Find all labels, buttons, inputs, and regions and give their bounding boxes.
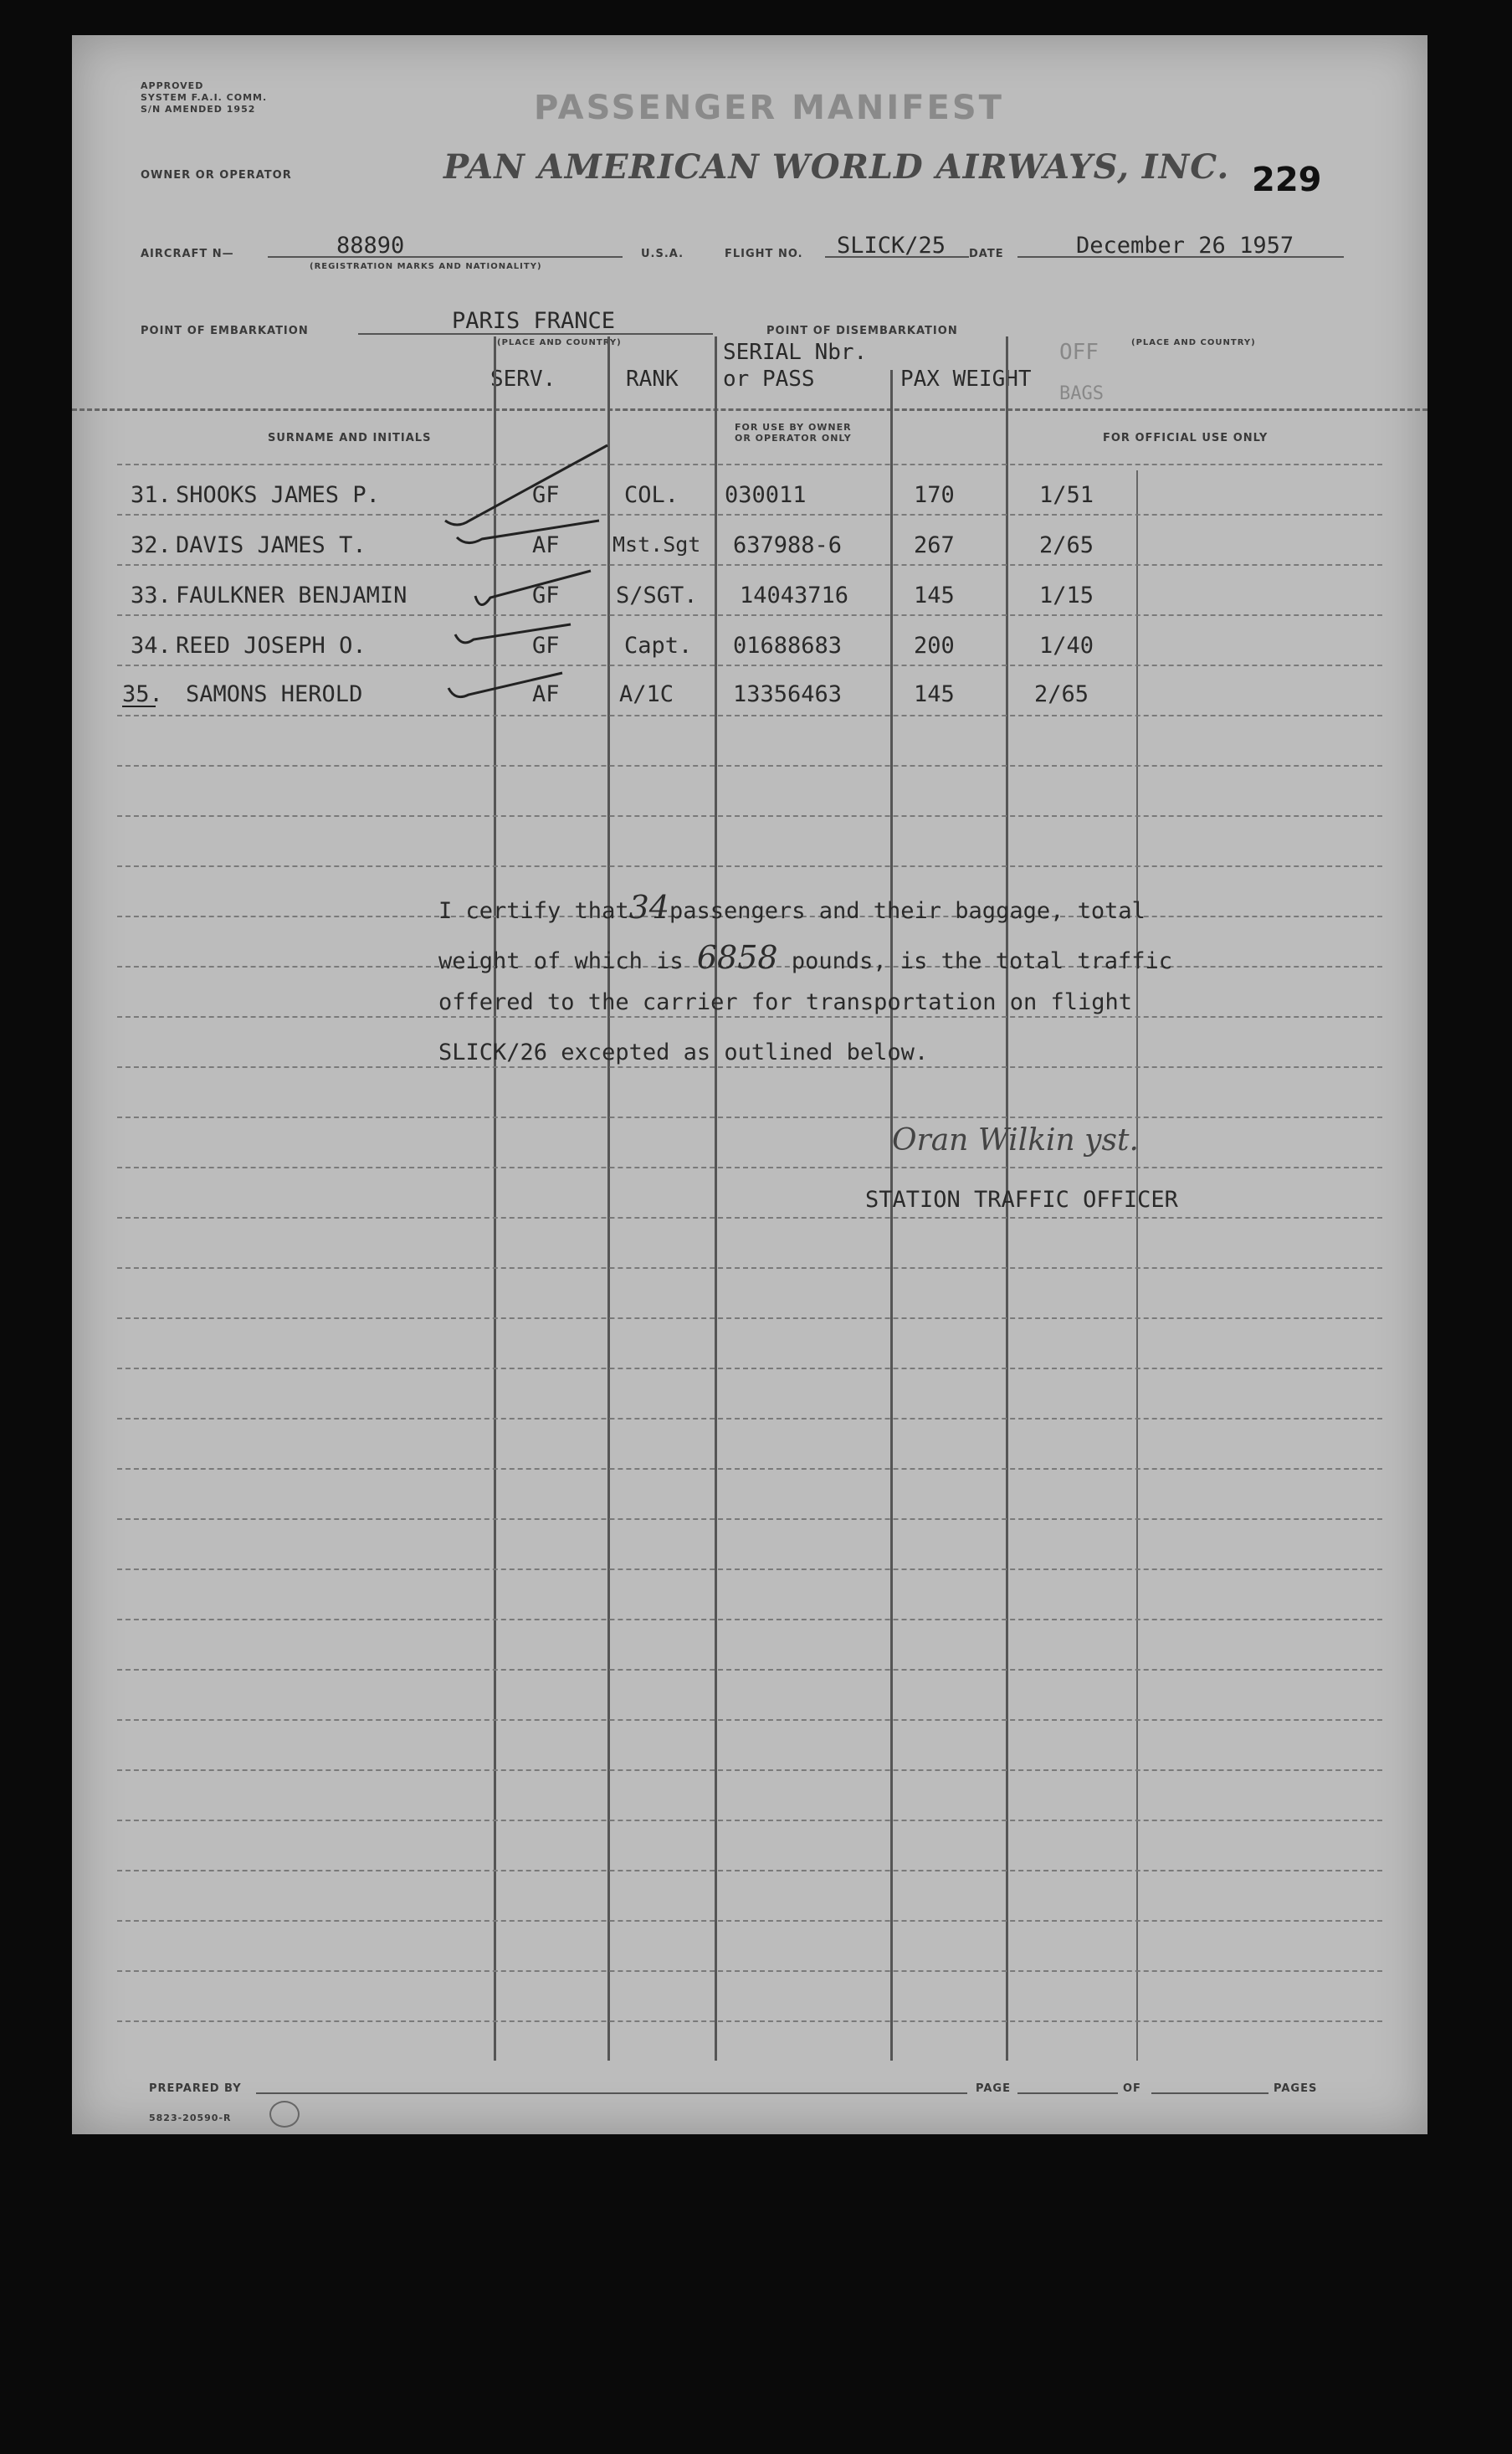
cert-text: I certify that xyxy=(438,898,629,924)
manifest-sheet xyxy=(72,35,1427,2134)
embarkation-value: PARIS FRANCE xyxy=(452,308,616,334)
embarkation-label: POINT OF EMBARKATION xyxy=(141,325,309,337)
pax-weight: 145 xyxy=(914,583,955,608)
place-country-note: (PLACE AND COUNTRY) xyxy=(497,338,622,347)
check-mark xyxy=(457,521,599,543)
col-bags-header: BAGS xyxy=(1059,383,1104,404)
col-pass-header: or PASS xyxy=(723,367,815,392)
approval-line: APPROVED xyxy=(141,80,204,91)
bags: 1/15 xyxy=(1039,583,1094,608)
service: GF xyxy=(532,633,560,659)
check-mark xyxy=(448,673,562,697)
surname-label: SURNAME AND INITIALS xyxy=(268,432,432,444)
flight-label: FLIGHT NO. xyxy=(725,248,803,260)
cert-text: pounds, is the total traffic xyxy=(791,948,1173,974)
date-value: December 26 1957 xyxy=(1076,233,1294,259)
row-number: 31. xyxy=(131,482,172,508)
check-marks xyxy=(72,35,1427,2134)
rank: Capt. xyxy=(624,633,693,659)
bags: 1/51 xyxy=(1039,482,1094,508)
row-number: 34. xyxy=(131,633,172,659)
service: AF xyxy=(532,681,560,707)
usa-label: U.S.A. xyxy=(641,248,684,260)
rank: S/SGT. xyxy=(616,583,698,608)
row-number: 33. xyxy=(131,583,172,608)
approval-line: S/N AMENDED 1952 xyxy=(141,104,256,115)
col-rank-header: RANK xyxy=(626,367,679,392)
pax-weight: 170 xyxy=(914,482,955,508)
disembarkation-label: POINT OF DISEMBARKATION xyxy=(766,325,958,337)
passenger-name: FAULKNER BENJAMIN xyxy=(176,583,407,608)
place-country-note-2: (PLACE AND COUNTRY) xyxy=(1131,338,1256,347)
cert-text: weight of which is xyxy=(438,948,684,974)
check-mark xyxy=(445,445,607,525)
approval-line: SYSTEM F.A.I. COMM. xyxy=(141,92,268,103)
cert-text: passengers and their baggage, total xyxy=(669,898,1146,924)
flight-value: SLICK/25 xyxy=(837,233,946,259)
pages-label: PAGES xyxy=(1274,2082,1318,2095)
col-serv-header: SERV. xyxy=(490,367,556,392)
airline-name: PAN AMERICAN WORLD AIRWAYS, INC. xyxy=(443,147,1230,187)
bags: 2/65 xyxy=(1034,681,1089,707)
pax-weight: 145 xyxy=(914,681,955,707)
cert-text: offered to the carrier for transportation on flight xyxy=(438,989,1133,1015)
rank: A/1C xyxy=(619,681,674,707)
official-use-label: FOR OFFICIAL USE ONLY xyxy=(1103,432,1269,444)
rank: COL. xyxy=(624,482,679,508)
check-mark xyxy=(455,624,571,643)
officer-signature: Oran Wilkin yst. xyxy=(892,1123,1139,1158)
service: AF xyxy=(532,532,560,558)
passenger-count: 34 xyxy=(628,889,669,926)
page-title: PASSENGER MANIFEST xyxy=(534,89,1004,127)
col-serial-header: SERIAL Nbr. xyxy=(723,340,868,365)
page-number: 229 xyxy=(1252,161,1322,199)
passenger-name: REED JOSEPH O. xyxy=(176,633,366,659)
serial-number: 01688683 xyxy=(733,633,843,659)
prepared-by-label: PREPARED BY xyxy=(149,2082,242,2095)
aircraft-value: 88890 xyxy=(336,233,405,259)
owner-use-line: FOR USE BY OWNER xyxy=(735,422,852,433)
bags: 1/40 xyxy=(1039,633,1094,659)
serial-number: 14043716 xyxy=(740,583,849,608)
total-weight: 6858 xyxy=(696,939,778,976)
serial-number: 13356463 xyxy=(733,681,843,707)
cert-text: SLICK/26 excepted as outlined below. xyxy=(438,1040,929,1065)
service: GF xyxy=(532,482,560,508)
owner-label: OWNER OR OPERATOR xyxy=(141,169,292,182)
registration-note: (REGISTRATION MARKS AND NATIONALITY) xyxy=(310,262,542,271)
service: GF xyxy=(532,583,560,608)
passenger-name: SAMONS HEROLD xyxy=(186,681,363,707)
owner-use-line: OR OPERATOR ONLY xyxy=(735,433,852,444)
disembarkation-value: OFF xyxy=(1059,340,1099,365)
officer-title: STATION TRAFFIC OFFICER xyxy=(865,1187,1178,1213)
row-number: 35. xyxy=(122,681,163,707)
passenger-name: DAVIS JAMES T. xyxy=(176,532,366,558)
check-mark xyxy=(475,571,591,605)
passenger-name: SHOOKS JAMES P. xyxy=(176,482,380,508)
aircraft-label: AIRCRAFT N— xyxy=(141,248,234,260)
printer-stamp xyxy=(269,2101,300,2128)
of-label: OF xyxy=(1123,2082,1141,2095)
col-weight-header: PAX WEIGHT xyxy=(900,367,1032,392)
form-number: 5823-20590-R xyxy=(149,2113,232,2123)
pax-weight: 200 xyxy=(914,633,955,659)
date-label: DATE xyxy=(969,248,1004,260)
serial-number: 030011 xyxy=(725,482,807,508)
rank: Mst.Sgt xyxy=(612,532,701,557)
pax-weight: 267 xyxy=(914,532,955,558)
bags: 2/65 xyxy=(1039,532,1094,558)
row-number: 32. xyxy=(131,532,172,558)
page-label: PAGE xyxy=(976,2082,1011,2095)
serial-number: 637988-6 xyxy=(733,532,843,558)
